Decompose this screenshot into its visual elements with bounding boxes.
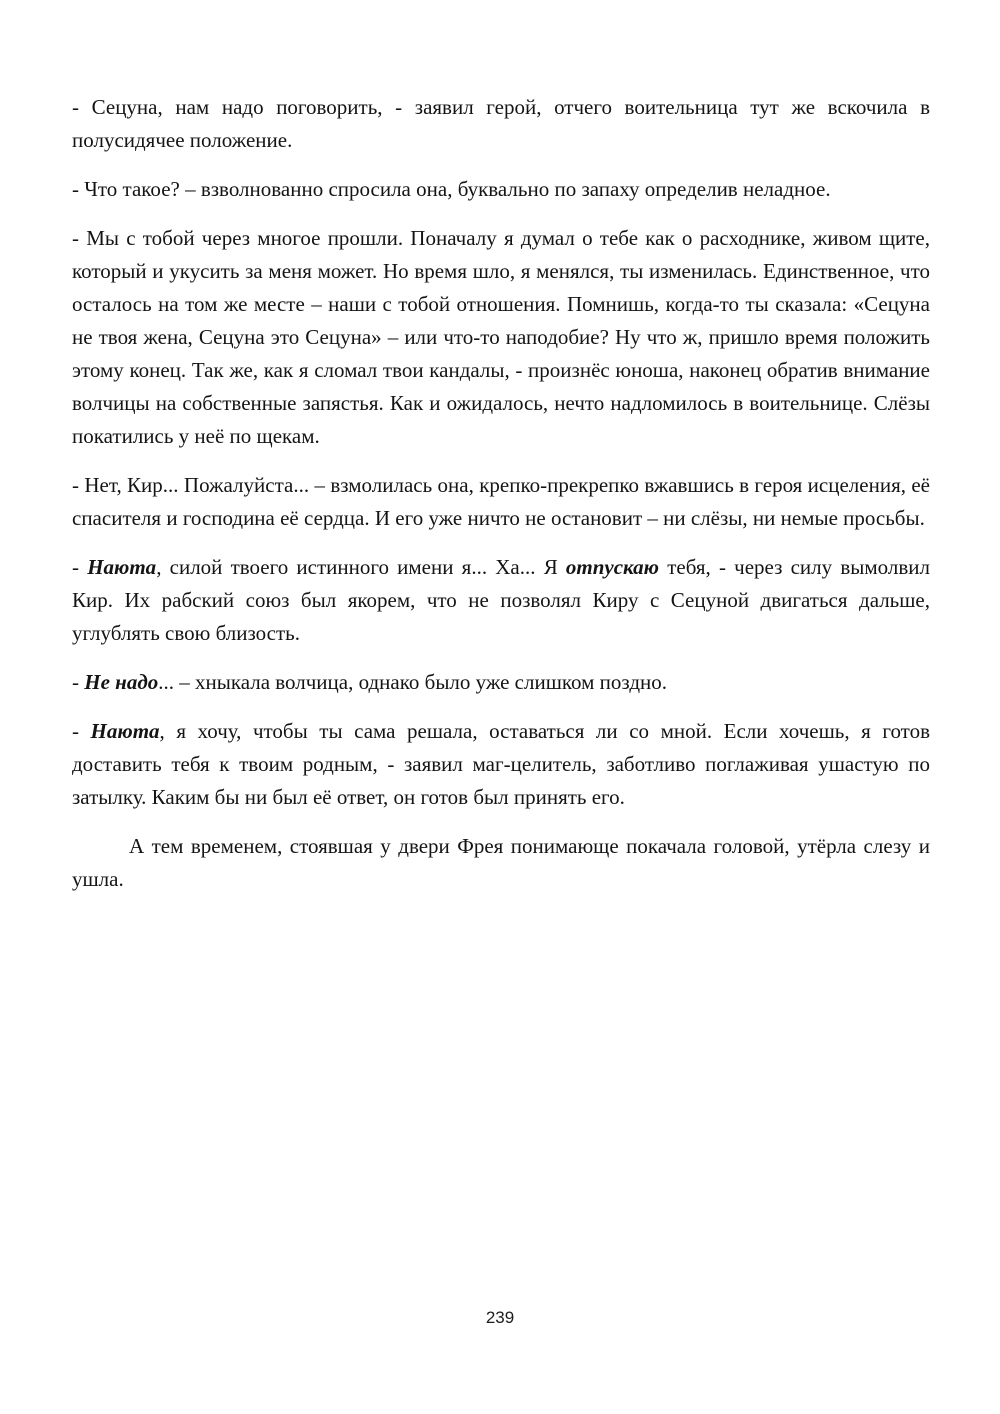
text-run: -: [72, 555, 88, 579]
text-run: тебя, - через силу вымолвил Кир. Их рабский союз был якорем, что не позволял Киру с Сецуной двигаться дальше, углублять свою близость.: [72, 555, 930, 645]
paragraph: [72, 469, 930, 535]
text-run: , силой твоего истинного имени я... Ха... Я: [156, 555, 566, 579]
emphasized-text-run: Наюта: [90, 719, 160, 743]
page-number: 239: [485, 1308, 515, 1327]
emphasized-text-run: Не надо: [84, 670, 159, 694]
paragraph: [72, 91, 930, 157]
text-run: - Мы с тобой через многое прошли. Поначалу я думал о тебе как о расходнике, живом щите, который и укусить за меня может. Но время шло, я менялся, ты изменилась. Единственное, что осталось на том же месте – наши с тобой отношения. Помнишь, когда-то ты сказала: «Сецуна не твоя жена, Сецуна это Сецуна» – или что-то наподобие? Ну что ж, пришло время положить этому конец. Так же, как я сломал твои кандалы, - произнёс юноша, наконец обратив внимание волчицы на собственные запястья. Как и ожидалось, нечто надломилось в воительнице. Слёзы покатились у неё по щекам.: [72, 226, 930, 448]
text-run: , я хочу, чтобы ты сама решала, оставаться ли со мной. Если хочешь, я готов доставить тебя к твоим родным, - заявил маг-целитель, заботливо поглаживая ушастую по затылку. Каким бы ни был её ответ, он готов был принять его.: [72, 719, 930, 809]
paragraph: [72, 666, 930, 699]
paragraph: [72, 715, 930, 814]
emphasized-text-run: Наюта: [87, 555, 157, 579]
text-run: -: [72, 719, 91, 743]
paragraph: [72, 830, 930, 896]
text-run: ... – хныкала волчица, однако было уже слишком поздно.: [158, 670, 667, 694]
paragraph: [72, 551, 930, 650]
text-run: - Что такое? – взволнованно спросила она, буквально по запаху определив неладное.: [72, 177, 831, 201]
text-body: [72, 91, 930, 912]
text-run: -: [72, 670, 85, 694]
paragraph: [72, 173, 930, 206]
text-run: - Нет, Кир... Пожалуйста... – взмолилась она, крепко-прекрепко вжавшись в героя исцеления, её спасителя и господина её сердца. И его уже ничто не остановит – ни слёзы, ни немые просьбы.: [72, 473, 930, 530]
paragraph: [72, 222, 930, 453]
text-run: - Сецуна, нам надо поговорить, - заявил герой, отчего воительница тут же вскочила в полусидячее положение.: [72, 95, 930, 152]
text-run: А тем временем, стоявшая у двери Фрея понимающе покачала головой, утёрла слезу и ушла.: [72, 834, 930, 891]
emphasized-text-run: отпускаю: [565, 555, 660, 579]
